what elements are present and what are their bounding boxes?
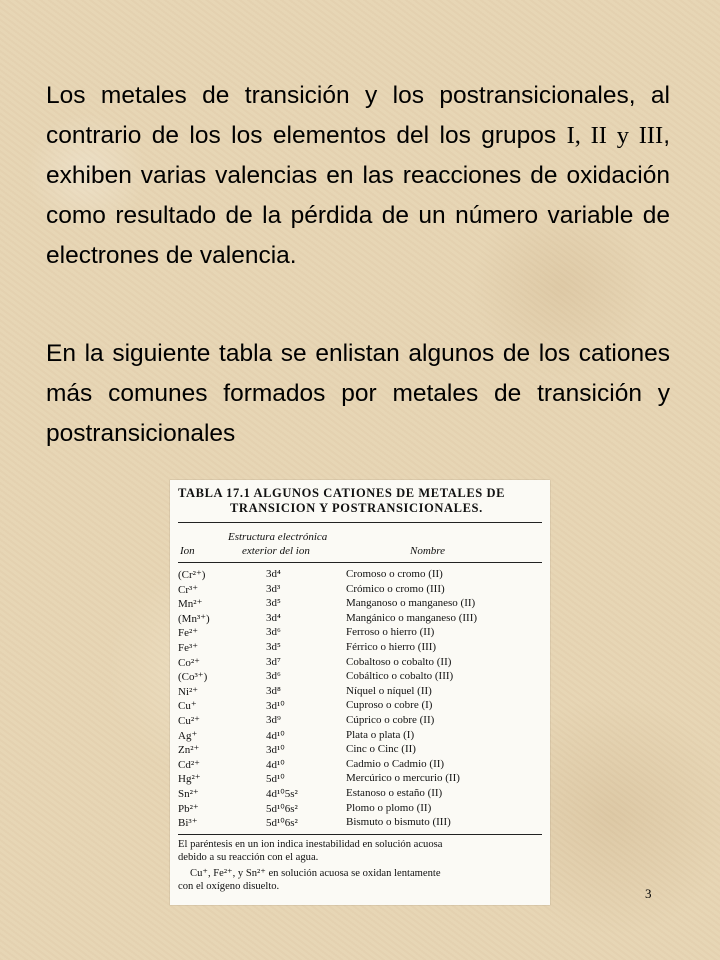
table-cell-name: Cromoso o cromo (II): [346, 568, 443, 580]
table-cell-ion: Bi³⁺: [178, 817, 198, 830]
table-row: [170, 583, 550, 598]
table-row: [170, 626, 550, 641]
table-row: [170, 597, 550, 612]
table-cell-config: 3d⁶: [266, 670, 281, 683]
table-cell-ion: Cu⁺: [178, 700, 197, 713]
table-cell-config: 3d⁵: [266, 597, 281, 610]
table-row: [170, 699, 550, 714]
table-cell-ion: Ni²⁺: [178, 685, 199, 698]
table-cell-ion: Mn²⁺: [178, 598, 203, 611]
table-cell-name: Cuproso o cobre (I): [346, 699, 433, 712]
table-cell-config: 3d⁴: [266, 568, 281, 580]
paragraph-intro: [46, 76, 670, 276]
table-cell-name: Níquel o níquel (II): [346, 684, 432, 697]
table-cell-config: 5d¹⁰6s²: [266, 817, 298, 830]
paragraph-intro-text-a: Los metales de transición y los postransicionales, al contrario de los los elementos del los grupos: [46, 82, 670, 149]
table-cell-ion: Ag⁺: [178, 729, 198, 742]
table-cell-name: Bismuto o bismuto (III): [346, 816, 451, 829]
table-cell-name: Mangánico o manganeso (III): [346, 611, 478, 624]
table-note-2-line1: Cu⁺, Fe²⁺, y Sn²⁺ en solución acuosa se oxidan lentamente: [190, 868, 441, 879]
table-note-1-line2: debido a su reacción con el agua.: [178, 852, 319, 863]
table-body: [170, 568, 550, 831]
table-cell-name: Plata o plata (I): [346, 728, 415, 741]
table-cell-ion: Cr³⁺: [178, 583, 199, 596]
table-cell-config: 3d⁹: [266, 713, 281, 726]
table-cell-ion: Cd²⁺: [178, 758, 200, 771]
table-cell-ion: Co²⁺: [178, 656, 200, 669]
table-cell-config: 5d¹⁰6s²: [266, 802, 298, 815]
table-cell-name: Cobáltico o cobalto (III): [346, 670, 454, 683]
table-cell-ion: Pb²⁺: [178, 802, 199, 815]
table-top-rule: [178, 522, 542, 523]
page-number: 3: [645, 886, 652, 901]
table-row: [170, 802, 550, 817]
table-cell-config: 3d⁶: [266, 626, 281, 639]
table-row: [170, 743, 550, 758]
paragraph-intro-text-b: , exhiben varias valencias en las reacciones de oxidación como resultado de la pérdida de un número variable de electrones de valencia.: [46, 122, 670, 269]
table-cell-ion: Fe³⁺: [178, 641, 199, 654]
table-row: [170, 787, 550, 802]
table-row: [170, 612, 550, 627]
table-note-2-line2: con el oxígeno disuelto.: [178, 881, 280, 892]
group-numerals: I, II y III: [566, 122, 664, 149]
table-cell-config: 3d⁵: [266, 640, 281, 653]
table-note-1-line1: El paréntesis en un ion indica inestabilidad en solución acuosa: [178, 839, 443, 850]
table-cell-name: Mercúrico o mercurio (II): [346, 772, 460, 785]
table-cell-config: 5d¹⁰: [266, 773, 285, 786]
table-cell-config: 4d¹⁰: [266, 729, 285, 742]
table-cell-config: 3d¹⁰: [266, 744, 285, 757]
table-title-line2: TRANSICION Y POSTRANSICIONALES.: [230, 501, 483, 515]
table-cell-name: Manganoso o manganeso (II): [346, 597, 476, 610]
table-row: [170, 729, 550, 744]
table-cell-ion: (Cr²⁺): [178, 569, 206, 581]
table-row: [170, 772, 550, 787]
cation-table: [170, 480, 550, 905]
table-cell-ion: Cu²⁺: [178, 714, 200, 727]
table-cell-ion: (Co³⁺): [178, 671, 208, 684]
table-header-rule: [178, 562, 542, 563]
table-row: [170, 568, 550, 583]
table-row: [170, 656, 550, 671]
table-cell-config: 4d¹⁰: [266, 758, 285, 771]
table-cell-name: Férrico o hierro (III): [346, 640, 437, 653]
header-ion: Ion: [180, 545, 195, 557]
table-cell-name: Cadmio o Cadmio (II): [346, 757, 445, 770]
table-cell-name: Crómico o cromo (III): [346, 582, 445, 595]
table-cell-config: 3d⁸: [266, 684, 281, 697]
table-cell-ion: Zn²⁺: [178, 744, 200, 757]
table-cell-ion: (Mn³⁺): [178, 612, 210, 625]
table-cell-config: 3d¹⁰: [266, 700, 285, 713]
table-cell-name: Cobaltoso o cobalto (II): [346, 655, 452, 668]
table-cell-name: Plomo o plomo (II): [346, 801, 432, 814]
paragraph-table-intro: En la siguiente tabla se enlistan algunos de los cationes más comunes formados por metales de transición y postransicionales: [46, 340, 670, 447]
table-cell-config: 3d⁴: [266, 611, 281, 624]
table-cell-name: Cúprico o cobre (II): [346, 713, 435, 726]
table-cell-config: 3d⁷: [266, 655, 281, 668]
table-bottom-rule: [178, 834, 542, 835]
header-structure-line2: exterior del ion: [242, 545, 310, 557]
table-row: [170, 641, 550, 656]
table-title-line1: TABLA 17.1 ALGUNOS CATIONES DE METALES DE: [178, 486, 506, 500]
table-cell-name: Ferroso o hierro (II): [346, 626, 435, 639]
table-cell-ion: Sn²⁺: [178, 787, 199, 800]
table-cell-config: 3d³: [266, 582, 281, 595]
table-cell-config: 4d¹⁰5s²: [266, 787, 298, 800]
table-row: [170, 685, 550, 700]
header-structure-line1: Estructura electrónica: [228, 531, 328, 543]
table-row: [170, 670, 550, 685]
table-cell-ion: Hg²⁺: [178, 773, 201, 786]
table-cell-name: Cinc o Cinc (II): [346, 743, 416, 756]
table-row: [170, 816, 550, 831]
header-name: Nombre: [410, 545, 446, 557]
table-cell-name: Estanoso o estaño (II): [346, 786, 443, 799]
table-row: [170, 758, 550, 773]
table-row: [170, 714, 550, 729]
table-cell-ion: Fe²⁺: [178, 627, 199, 640]
